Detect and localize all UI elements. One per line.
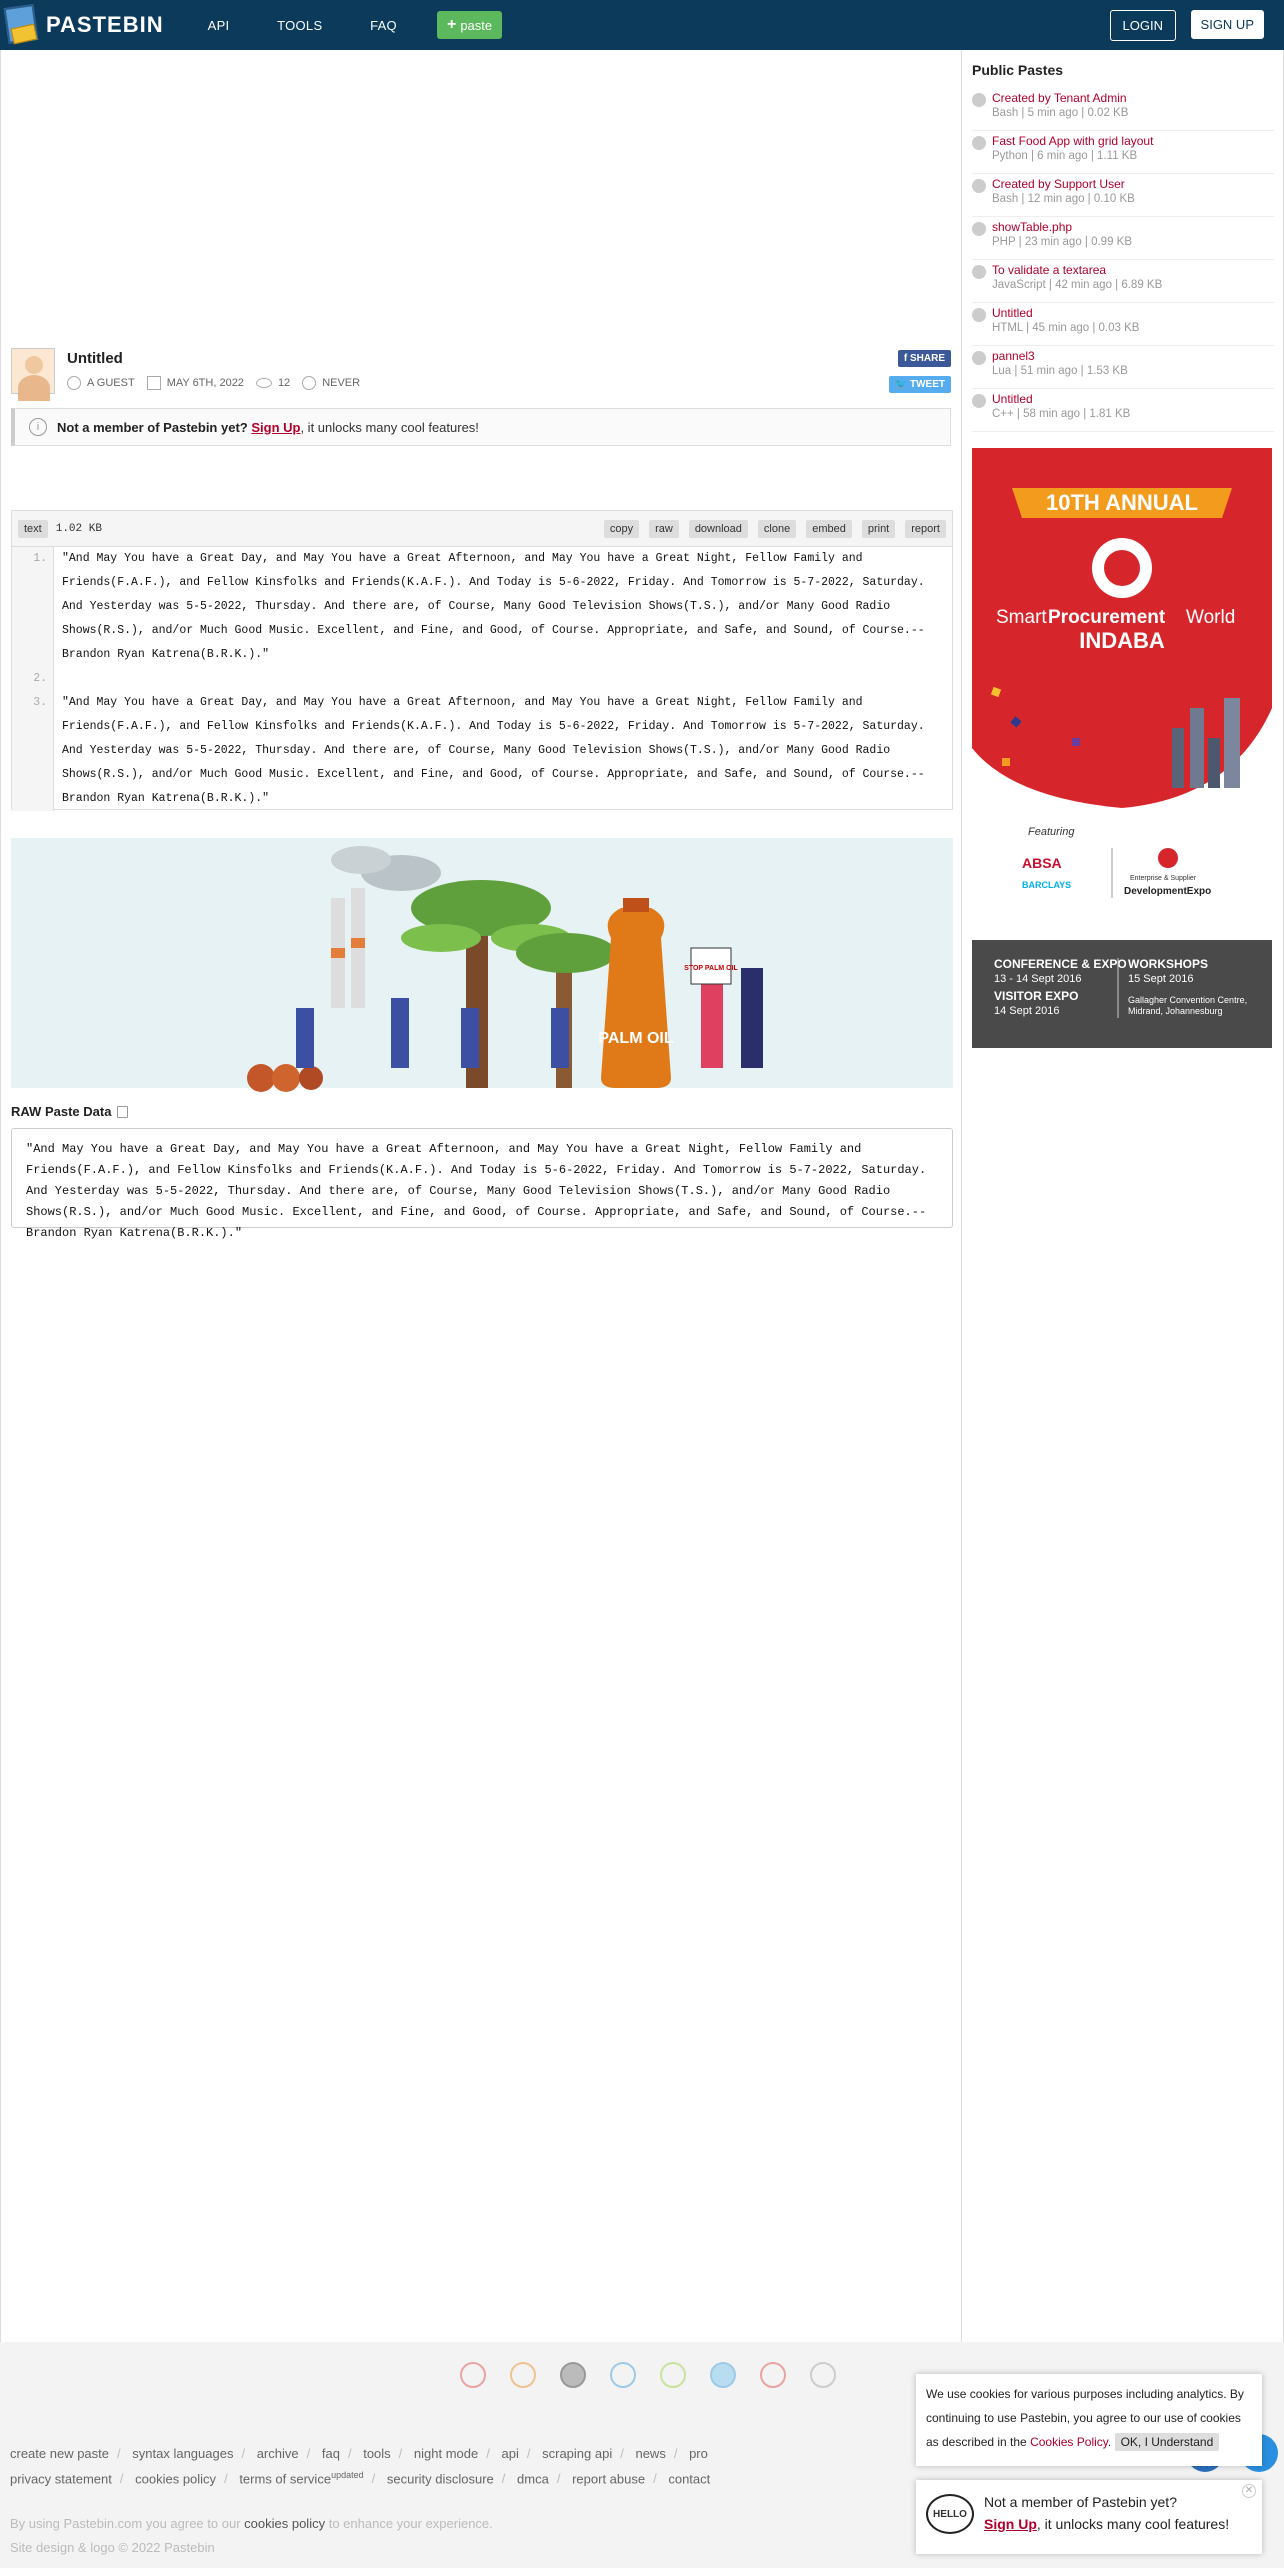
footer-link[interactable]: report abuse (572, 2471, 646, 2487)
ad-sponsor-esd: Enterprise & Supplier (1130, 875, 1197, 882)
footer-link[interactable]: archive (256, 2446, 299, 2461)
line-number: 2. (33, 672, 47, 685)
public-paste-info: Bash | 5 min ago | 0.02 KB (992, 107, 1129, 119)
chrome-extension-icon[interactable] (460, 2362, 486, 2388)
agree-text-a: By using Pastebin.com you agree to our (10, 2516, 241, 2531)
footer-link[interactable]: contact (668, 2471, 711, 2487)
ad-venue2: Midrand, Johannesburg (1128, 1006, 1223, 1016)
facebook-share-button[interactable]: f SHARE (898, 350, 951, 367)
syntax-tag[interactable]: text (18, 520, 48, 538)
pastebin-logo-icon[interactable] (4, 4, 42, 46)
agree-text-b: to enhance your experience. (328, 2516, 493, 2531)
list-item (972, 174, 1274, 217)
user-icon (67, 376, 81, 390)
ad-ws-title: WORKSHOPS (1128, 957, 1209, 971)
code-line (62, 667, 952, 691)
public-paste-link[interactable]: Created by Tenant Admin (992, 91, 1127, 105)
public-paste-link[interactable]: Untitled (992, 306, 1033, 320)
ad-visitor-date: 14 Sept 2016 (994, 1005, 1060, 1017)
public-paste-info: Lua | 51 min ago | 1.53 KB (992, 365, 1128, 377)
paste-meta (67, 376, 364, 390)
public-paste-link[interactable]: Created by Support User (992, 177, 1125, 191)
footer-agree (10, 2516, 493, 2531)
ad-brand-smart: Smart (996, 607, 1047, 628)
list-item (972, 131, 1274, 174)
nav-tools[interactable]: TOOLS (277, 17, 323, 33)
embed-button[interactable]: embed (806, 520, 852, 538)
app-icons (460, 2362, 836, 2388)
globe-icon (972, 394, 986, 408)
ad-brand-world: World (1186, 607, 1236, 628)
code-lines[interactable] (54, 547, 952, 811)
notice-tail: , it unlocks many cool features! (300, 419, 479, 435)
globe-icon (972, 136, 986, 150)
public-paste-info: JavaScript | 42 min ago | 6.89 KB (992, 279, 1163, 291)
sidebar (962, 50, 1284, 2342)
hello-signup-popup (916, 2480, 1262, 2554)
print-button[interactable]: print (862, 520, 895, 538)
main-nav (164, 18, 397, 33)
ad-event: INDABA (1079, 628, 1165, 653)
windows-app-icon[interactable] (610, 2362, 636, 2388)
list-item (972, 346, 1274, 389)
login-button[interactable]: LOGIN (1110, 10, 1176, 41)
public-paste-link[interactable]: showTable.php (992, 220, 1073, 234)
close-icon[interactable]: ✕ (1242, 2484, 1256, 2498)
footer-link[interactable]: pro (689, 2446, 708, 2461)
globe-icon (972, 93, 986, 107)
avatar (11, 348, 55, 394)
public-paste-link[interactable]: To validate a textarea (992, 263, 1107, 277)
indaba-ad-graphic (972, 448, 1272, 1048)
ad-ws-date: 15 Sept 2016 (1128, 973, 1194, 985)
ad-conf-dates: 13 - 14 Sept 2016 (994, 973, 1082, 985)
signup-button[interactable]: SIGN UP (1191, 10, 1264, 39)
ad-sponsor-absa: ABSA (1022, 855, 1062, 871)
calendar-icon (147, 376, 161, 390)
ad-sponsor-barclays: BARCLAYS (1022, 880, 1072, 890)
public-pastes-title: Public Pastes (972, 62, 1064, 78)
ios-app-icon[interactable] (560, 2362, 586, 2388)
list-item (972, 260, 1274, 303)
page-title: Untitled (67, 350, 123, 367)
copy-icon[interactable] (117, 1106, 128, 1118)
report-button[interactable]: report (905, 520, 946, 538)
code-toolbar (12, 511, 952, 547)
paste-date: MAY 6TH, 2022 (166, 377, 244, 389)
globe-icon (972, 308, 986, 322)
footer-link[interactable]: tools (363, 2446, 391, 2461)
tweet-button[interactable]: 🐦 TWEET (889, 376, 951, 393)
globe-icon (972, 179, 986, 193)
new-paste-label: paste (460, 17, 493, 33)
line-gutter (12, 547, 54, 811)
footer-links-row2: privacy statement / cookies policy / terms of service$^{updated}$ / security disclosure / dmca / report abuse / contact (10, 2470, 711, 2487)
code-line: "And May You have a Great Day, and May You have a Great Afternoon, and May You have a Great Night, Fellow Family and Friends(F.A.F.), and Fellow Kinsfolks and Friends(K.A.F.). And Today is 5-6-2022, Friday. And Tomorrow is 5-7-2022, Saturday. And Yesterday was 5-5-2022, Thursday. And there are, of Course, Many Good Television Shows(T.S.), and/or Many Good Radio Shows(R.S.), and/or Much Good Music. Excellent, and Fine, and Good, of Course. Appropriate, and Safe, and Sound, of Course.--Brandon Ryan Katrena(B.R.K.)." (62, 696, 925, 805)
paste-header (11, 348, 953, 400)
cookie-banner: We use cookies for various purposes including analytics. By continuing to use Pastebin, you agree to our use of cookies as described in the Cookies Policy. OK, I Understand (916, 2374, 1262, 2466)
palm-oil-ad[interactable] (11, 838, 953, 1088)
footer-link[interactable]: news (635, 2446, 666, 2461)
firefox-extension-icon[interactable] (510, 2362, 536, 2388)
footer-link[interactable]: dmca (517, 2471, 549, 2487)
raw-paste-textarea[interactable]: "And May You have a Great Day, and May You have a Great Afternoon, and May You have a Great Night, Fellow Family and Friends(F.A.F.), and Fellow Kinsfolks and Friends(K.A.F.). And Today is 5-6-2022, Friday. And Tomorrow is 5-7-2022, Saturday. And Yesterday was 5-5-2022, Thursday. And there are, of Course, Many Good Television Shows(T.S.), and/or Many Good Radio Shows(R.S.), and/or Much Good Music. Excellent, and Fine, and Good, of Course. Appropriate, and Safe, and Sound, of Course.--Brandon Ryan Katrena(B.R.K.)." (11, 1128, 953, 1228)
nav-faq[interactable]: FAQ (370, 17, 397, 33)
notice-signup-link[interactable]: Sign Up (251, 419, 301, 435)
ad-brand-procurement: Procurement (1048, 607, 1166, 628)
hello-line1: Not a member of Pastebin yet? (984, 2494, 1177, 2510)
code-actions (604, 520, 946, 538)
list-item (972, 88, 1274, 131)
copy-button[interactable]: copy (604, 520, 639, 538)
list-item (972, 217, 1274, 260)
line-number: 1. (33, 552, 47, 565)
linux-app-icon[interactable] (810, 2362, 836, 2388)
footer-links-row1: create new paste / syntax languages / archive / faq / tools / night mode / api / scraping api / news / pro (10, 2446, 708, 2461)
footer-link[interactable]: scraping api (542, 2446, 613, 2461)
list-item (972, 389, 1274, 432)
brand-name[interactable]: PASTEBIN (46, 12, 164, 37)
globe-icon (972, 265, 986, 279)
paste-views: 12 (277, 377, 291, 389)
tweet-label: TWEET (910, 379, 945, 390)
footer-link[interactable]: night mode (413, 2446, 479, 2461)
hello-signup-link[interactable]: Sign Up (984, 2516, 1037, 2532)
footer-cookies-link[interactable]: cookies policy (244, 2516, 326, 2531)
hello-line2 (984, 2516, 1229, 2532)
top-header (0, 0, 1284, 50)
public-paste-link[interactable]: pannel3 (992, 349, 1035, 363)
plus-icon: + (446, 16, 457, 33)
footer-link[interactable]: faq (321, 2446, 340, 2461)
public-pastes-list (972, 88, 1274, 432)
line-number: 3. (33, 696, 47, 709)
eye-icon (256, 378, 272, 388)
footer-link[interactable]: syntax languages (132, 2446, 234, 2461)
palm-oil-illustration (11, 838, 953, 1088)
updated-badge: updated (331, 2470, 364, 2480)
download-button[interactable]: download (689, 520, 748, 538)
nav-api[interactable]: API (207, 17, 230, 33)
raw-button[interactable]: raw (649, 520, 679, 538)
palm-oil-label: PALM OIL (598, 1030, 674, 1047)
stop-palm-oil-sign: STOP PALM OIL (684, 965, 738, 972)
ad-conf-title: CONFERENCE & EXPO (994, 957, 1127, 971)
globe-icon (972, 222, 986, 236)
public-paste-info: HTML | 45 min ago | 0.03 KB (992, 322, 1140, 334)
footer-link[interactable]: api (501, 2446, 519, 2461)
indaba-ad[interactable] (972, 448, 1272, 1048)
info-icon: i (29, 418, 47, 436)
raw-title-text: RAW Paste Data (11, 1104, 112, 1119)
public-paste-info: Bash | 12 min ago | 0.10 KB (992, 193, 1135, 205)
paste-expires: NEVER (322, 377, 361, 389)
clone-button[interactable]: clone (758, 520, 796, 538)
footer-link[interactable]: cookies policy (135, 2471, 217, 2487)
expire-icon (302, 376, 316, 390)
cookie-policy-link[interactable]: Cookies Policy (1030, 2435, 1108, 2449)
footer-link[interactable]: create new paste (10, 2446, 110, 2461)
mac-app-icon[interactable] (710, 2362, 736, 2388)
copyright: Site design & logo © 2022 Pastebin (10, 2540, 215, 2555)
ad-visitor-title: VISITOR EXPO (994, 989, 1079, 1003)
main-content (0, 50, 962, 2342)
code-line: "And May You have a Great Day, and May You have a Great Afternoon, and May You have a Great Night, Fellow Family and Friends(F.A.F.), and Fellow Kinsfolks and Friends(K.A.F.). And Today is 5-6-2022, Friday. And Tomorrow is 5-7-2022, Saturday. And Yesterday was 5-5-2022, Thursday. And there are, of Course, Many Good Television Shows(T.S.), and/or Many Good Radio Shows(R.S.), and/or Much Good Music. Excellent, and Fine, and Good, of Course. Appropriate, and Safe, and Sound, of Course.--Brandon Ryan Katrena(B.R.K.)." (62, 552, 925, 661)
raw-paste-title (11, 1104, 128, 1119)
public-paste-info: PHP | 23 min ago | 0.99 KB (992, 236, 1133, 248)
footer-link[interactable]: terms of service (239, 2471, 332, 2487)
list-item (972, 303, 1274, 346)
new-paste-button[interactable] (437, 11, 502, 39)
paste-author: A GUEST (87, 377, 135, 389)
ad-ribbon: 10TH ANNUAL (1046, 490, 1198, 515)
android-app-icon[interactable] (660, 2362, 686, 2388)
signup-notice (11, 408, 951, 446)
code-body (12, 547, 952, 811)
top-ad-slot (11, 58, 951, 338)
ad-venue1: Gallagher Convention Centre, (1128, 995, 1248, 1005)
ad-featuring: Featuring (1028, 826, 1075, 838)
notice-lead: Not a member of Pastebin yet? (57, 419, 248, 435)
public-paste-info: Python | 6 min ago | 1.11 KB (992, 150, 1138, 162)
footer-link[interactable]: privacy statement (10, 2471, 112, 2487)
cookie-accept-button[interactable]: OK, I Understand (1115, 2433, 1220, 2451)
footer-link[interactable]: security disclosure (386, 2471, 494, 2487)
hello-bubble-icon: HELLO (926, 2494, 974, 2534)
globe-icon (972, 351, 986, 365)
cookie-text: We use cookies for various purposes including analytics. By continuing to use Pastebin, you agree to our use of cookies as described in the (926, 2387, 1244, 2449)
code-viewer (11, 510, 953, 810)
share-label: SHARE (909, 353, 945, 364)
ad-sponsor-expo: DevelopmentExpo (1124, 886, 1212, 897)
public-paste-info: C++ | 58 min ago | 1.81 KB (992, 408, 1131, 420)
paste-size: 1.02 KB (55, 522, 102, 535)
hello-line2-text: , it unlocks many cool features! (1036, 2516, 1230, 2532)
opera-extension-icon[interactable] (760, 2362, 786, 2388)
public-paste-link[interactable]: Untitled (992, 392, 1033, 406)
public-paste-link[interactable]: Fast Food App with grid layout (992, 134, 1154, 148)
